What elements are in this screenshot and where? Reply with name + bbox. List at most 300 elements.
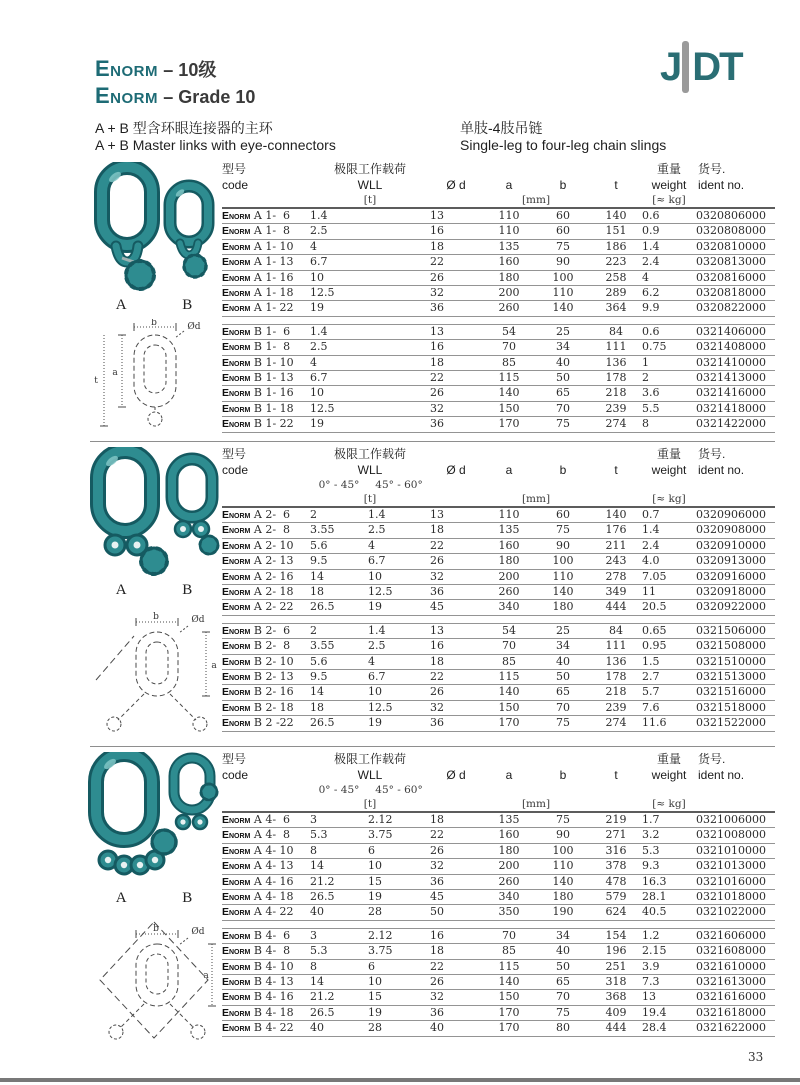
cell-ident-no: 0321613000: [696, 975, 766, 989]
table-row: [222, 585, 775, 600]
table-cell: [482, 161, 536, 177]
product-code: [222, 340, 310, 354]
cell-b: 65: [556, 386, 570, 400]
cell-ident-no: 0321416000: [696, 386, 766, 400]
unit-mm: [mm]: [521, 194, 551, 206]
cell-wll-0-45: 9.5: [310, 554, 328, 568]
cell-wll-0-45: 18: [310, 585, 324, 599]
brand-mark: Enorm: [222, 701, 251, 714]
col-wll-en: WLL: [357, 463, 383, 477]
cell-wll-45-60: 6.7: [368, 670, 386, 684]
heading-right-en: Single-leg to four-leg chain slings: [460, 137, 667, 153]
cell-a: 340: [498, 600, 520, 614]
cell-t: 196: [605, 944, 627, 958]
cell-t: 274: [605, 417, 627, 431]
cell-ident-no: 0320906000: [696, 508, 766, 521]
cell-a: 150: [498, 990, 520, 1004]
figure-label-a: A: [115, 890, 127, 906]
cell-wll-0-45: 26.5: [310, 716, 335, 730]
product-code: [222, 523, 310, 537]
cell-ident-no: 0320916000: [696, 569, 766, 583]
cell-diameter: 26: [430, 975, 444, 989]
cell-t: 111: [605, 639, 627, 653]
table-row: [222, 255, 775, 270]
cell-weight: 3.6: [642, 386, 660, 400]
cell-t: 271: [605, 828, 627, 842]
spec-table-four-leg: [222, 751, 775, 1037]
section-heading-left: [95, 120, 336, 154]
cell-b: 70: [556, 990, 570, 1004]
cell-diameter: 16: [430, 224, 444, 238]
cell-b: 75: [556, 813, 570, 826]
code-text: A 4- 6: [250, 813, 291, 826]
cell-wll: 1.4: [310, 209, 328, 222]
brand-mark: Enorm: [222, 524, 251, 537]
product-code: [222, 828, 310, 842]
product-code: [222, 508, 310, 522]
unit-kg: [≈ kg]: [652, 493, 686, 505]
cell-wll-0-45: 3.55: [310, 523, 335, 537]
table-cell: [482, 446, 536, 462]
cell-a: 170: [498, 1021, 520, 1035]
brand-mark: Enorm: [222, 287, 251, 300]
title-grade-en: – Grade 10: [163, 87, 256, 107]
table-row: [222, 325, 775, 340]
table-cell: [590, 492, 642, 506]
table-group-a: [222, 508, 775, 616]
cell-t: 140: [605, 508, 627, 521]
product-code: [222, 975, 310, 989]
cell-a: 140: [498, 975, 520, 989]
table-cell: [536, 446, 590, 462]
table-cell: [430, 797, 482, 811]
cell-diameter: 18: [430, 355, 444, 369]
cell-ident-no: 0321522000: [696, 716, 766, 730]
cell-b: 140: [552, 585, 574, 599]
col-weight-en: weight: [651, 768, 687, 782]
col-ident-zh: 货号.: [698, 752, 726, 766]
col-wll-zh: 极限工作载荷: [333, 752, 406, 766]
cell-diameter: 36: [430, 585, 444, 599]
cell-weight: 1: [642, 355, 649, 369]
table-row: [222, 844, 775, 859]
cell-t: 154: [605, 928, 627, 942]
brand-mark: Enorm: [222, 640, 251, 653]
cell-wll-45-60: 1.4: [368, 508, 386, 521]
header-row-units: [222, 797, 775, 811]
cell-wll: 4: [310, 239, 317, 253]
col-diameter: Ø d: [446, 178, 466, 192]
cell-wll-0-45: 21.2: [310, 990, 335, 1004]
cell-a: 340: [498, 890, 520, 904]
cell-b: 75: [556, 523, 570, 537]
col-code-en: code: [222, 768, 249, 782]
code-text: A 4- 18: [250, 890, 294, 904]
cell-b: 50: [556, 959, 570, 973]
table-cell: [536, 161, 590, 177]
cell-ident-no: 0321422000: [696, 417, 766, 431]
cell-a: 260: [498, 585, 520, 599]
col-angle-45-60: 45° - 60°: [375, 784, 423, 796]
cell-ident-no: 0321018000: [696, 890, 766, 904]
logo-letters-dt: DT: [692, 45, 742, 89]
cell-wll-45-60: 1.4: [368, 623, 386, 637]
dim-label-b: b: [153, 924, 159, 934]
figure-labels: [88, 890, 220, 908]
cell-a: 70: [502, 340, 516, 354]
cell-t: 378: [605, 859, 627, 873]
cell-a: 115: [498, 670, 520, 684]
code-text: A 2- 6: [250, 508, 291, 521]
brand-mark: Enorm: [222, 814, 251, 826]
product-photo-master-link-2: [88, 447, 220, 582]
cell-wll-0-45: 5.3: [310, 828, 328, 842]
cell-t: 218: [605, 685, 627, 699]
code-text: A 4- 16: [250, 874, 294, 888]
cell-ident-no: 0320816000: [696, 270, 766, 284]
code-text: B 4- 10: [250, 959, 294, 973]
cell-t: 444: [605, 1021, 627, 1035]
cell-wll-45-60: 2.5: [368, 639, 386, 653]
cell-weight: 9.3: [642, 859, 660, 873]
cell-weight: 0.75: [642, 340, 667, 354]
cell-a: 200: [498, 569, 520, 583]
cell-wll-0-45: 2: [310, 508, 317, 521]
cell-wll-45-60: 19: [368, 600, 382, 614]
product-code: [222, 624, 310, 638]
header-row-en: [222, 177, 775, 193]
table-row: [222, 655, 775, 670]
cell-ident-no: 0321508000: [696, 639, 766, 653]
cell-diameter: 13: [430, 209, 444, 222]
cell-wll-45-60: 10: [368, 859, 382, 873]
product-code: [222, 639, 310, 653]
brand-mark: Enorm: [222, 717, 251, 730]
brand-mark: Enorm: [222, 1006, 251, 1019]
table-header: [222, 751, 775, 813]
figure-label-a: A: [115, 297, 127, 313]
cell-weight: 2.4: [642, 538, 660, 552]
cell-ident-no: 0321408000: [696, 340, 766, 354]
cell-weight: 19.4: [642, 1005, 667, 1019]
cell-t: 349: [605, 585, 627, 599]
header-row-zh: [222, 751, 775, 767]
code-text: B 1- 18: [250, 401, 294, 415]
table-group-b: [222, 324, 775, 433]
brand-mark: Enorm: [222, 240, 251, 253]
table-row: [222, 286, 775, 301]
cell-weight: 1.4: [642, 523, 660, 537]
cell-b: 180: [552, 600, 574, 614]
cell-wll-0-45: 18: [310, 700, 324, 714]
table-cell: [222, 797, 310, 811]
cell-diameter: 36: [430, 716, 444, 730]
brand-mark: Enorm: [222, 356, 251, 369]
cell-b: 60: [556, 209, 570, 222]
cell-diameter: 32: [430, 569, 444, 583]
cell-t: 444: [605, 600, 627, 614]
cell-ident-no: 0321410000: [696, 355, 766, 369]
cell-wll-0-45: 14: [310, 975, 324, 989]
table-row: [222, 209, 775, 224]
brand-mark: Enorm: [222, 418, 251, 431]
cell-diameter: 22: [430, 371, 444, 385]
product-code: [222, 570, 310, 584]
cell-wll-45-60: 2.5: [368, 523, 386, 537]
cell-a: 160: [498, 255, 520, 269]
product-code: [222, 813, 310, 827]
cell-wll-45-60: 28: [368, 1021, 382, 1035]
code-text: A 4- 13: [250, 859, 294, 873]
cell-diameter: 32: [430, 401, 444, 415]
cell-weight: 0.7: [642, 508, 660, 521]
table-cell: [536, 751, 590, 767]
cell-wll: 1.4: [310, 324, 328, 338]
brand-mark: Enorm: [222, 624, 251, 637]
col-diameter: Ø d: [446, 768, 466, 782]
cell-a: 135: [498, 523, 520, 537]
dim-label-b: b: [153, 612, 159, 622]
cell-t: 624: [605, 905, 627, 919]
cell-wll-45-60: 10: [368, 569, 382, 583]
cell-ident-no: 0321510000: [696, 654, 766, 668]
cell-ident-no: 0320813000: [696, 255, 766, 269]
cell-ident-no: 0320810000: [696, 239, 766, 253]
cell-weight: 7.6: [642, 700, 660, 714]
dim-label-od: Ød: [191, 615, 205, 625]
cell-weight: 0.65: [642, 623, 667, 637]
table-row: [222, 685, 775, 700]
col-ident-zh: 货号.: [698, 447, 726, 461]
col-weight-en: weight: [651, 178, 687, 192]
cell-b: 180: [552, 890, 574, 904]
unit-tonnes: [t]: [363, 798, 377, 810]
cell-t: 243: [605, 554, 627, 568]
cell-weight: 7.05: [642, 569, 667, 583]
cell-b: 40: [556, 654, 570, 668]
cell-b: 100: [552, 554, 574, 568]
cell-b: 70: [556, 700, 570, 714]
cell-ident-no: 0320806000: [696, 209, 766, 222]
col-b: b: [559, 463, 567, 477]
cell-t: 409: [605, 1005, 627, 1019]
table-cell: [222, 478, 310, 492]
col-weight-zh: 重量: [656, 162, 681, 176]
jdt-logo: [660, 46, 742, 93]
cell-b: 75: [556, 1005, 570, 1019]
cell-t: 151: [605, 224, 627, 238]
code-text: B 2- 8: [250, 639, 291, 653]
product-code: [222, 890, 310, 904]
figure-single-leg: [88, 162, 220, 434]
cell-diameter: 36: [430, 301, 444, 315]
col-weight-zh: 重量: [656, 447, 681, 461]
spec-table-single-leg: [222, 161, 775, 433]
cell-ident-no: 0321606000: [696, 928, 766, 942]
product-photo-master-link-4: [88, 752, 220, 890]
product-code: [222, 875, 310, 889]
brand-mark: Enorm: [222, 829, 251, 842]
brand-mark: Enorm: [222, 271, 251, 284]
cell-a: 85: [502, 654, 516, 668]
product-code: [222, 271, 310, 285]
cell-b: 60: [556, 224, 570, 238]
cell-t: 258: [605, 270, 627, 284]
cell-ident-no: 0321413000: [696, 371, 766, 385]
cell-ident-no: 0321016000: [696, 874, 766, 888]
cell-wll-45-60: 12.5: [368, 700, 393, 714]
cell-ident-no: 0321418000: [696, 401, 766, 415]
table-cell: [590, 193, 642, 207]
cell-t: 84: [609, 324, 623, 338]
cell-b: 75: [556, 716, 570, 730]
cell-a: 54: [502, 324, 516, 338]
cell-b: 90: [556, 828, 570, 842]
cell-a: 150: [498, 401, 520, 415]
section-divider: [90, 441, 775, 442]
product-code: [222, 209, 310, 223]
brand-mark: Enorm: [222, 225, 251, 238]
code-text: B 2- 10: [250, 654, 294, 668]
cell-wll-0-45: 14: [310, 569, 324, 583]
table-cell: [482, 751, 536, 767]
col-b: b: [559, 178, 567, 192]
dim-label-a: a: [203, 971, 209, 981]
table-row: [222, 240, 775, 255]
dim-label-a: a: [211, 661, 217, 671]
cell-diameter: 16: [430, 639, 444, 653]
cell-a: 150: [498, 700, 520, 714]
cell-ident-no: 0320908000: [696, 523, 766, 537]
cell-t: 239: [605, 700, 627, 714]
title-grade-zh: – 10级: [163, 60, 217, 80]
cell-ident-no: 0321506000: [696, 623, 766, 637]
cell-b: 60: [556, 508, 570, 521]
header-row-zh: [222, 446, 775, 462]
cell-diameter: 18: [430, 523, 444, 537]
table-cell: [430, 161, 482, 177]
code-text: B 4- 22: [250, 1021, 294, 1035]
cell-wll-45-60: 6: [368, 959, 375, 973]
cell-diameter: 22: [430, 538, 444, 552]
brand-mark: Enorm: [222, 860, 251, 873]
header-row-units: [222, 492, 775, 506]
brand-mark: Enorm: [222, 325, 251, 338]
cell-a: 260: [498, 301, 520, 315]
code-text: A 1- 18: [250, 286, 294, 300]
cell-wll-0-45: 14: [310, 859, 324, 873]
cell-weight: 6.2: [642, 286, 660, 300]
table-row: [222, 624, 775, 639]
cell-diameter: 13: [430, 324, 444, 338]
product-code: [222, 301, 310, 315]
brand-mark: Enorm: [222, 341, 251, 354]
col-code-zh: 型号: [222, 752, 247, 766]
cell-a: 200: [498, 286, 520, 300]
cell-diameter: 36: [430, 1005, 444, 1019]
cell-t: 278: [605, 569, 627, 583]
cell-t: 211: [605, 538, 627, 552]
code-text: A 2- 13: [250, 554, 294, 568]
product-code: [222, 371, 310, 385]
cell-wll: 2.5: [310, 340, 328, 354]
brand-mark: Enorm: [222, 891, 251, 904]
cell-weight: 11.6: [642, 716, 667, 730]
cell-diameter: 32: [430, 990, 444, 1004]
cell-a: 160: [498, 538, 520, 552]
code-text: B 1- 16: [250, 386, 294, 400]
product-code: [222, 224, 310, 238]
col-wll-zh: 极限工作载荷: [333, 447, 406, 461]
cell-diameter: 45: [430, 890, 444, 904]
cell-b: 100: [552, 843, 574, 857]
col-ident-zh: 货号.: [698, 162, 726, 176]
brand-mark: Enorm: [222, 844, 251, 857]
cell-ident-no: 0320922000: [696, 600, 766, 614]
cell-wll-45-60: 6.7: [368, 554, 386, 568]
cell-a: 350: [498, 905, 520, 919]
brand-mark: Enorm: [222, 402, 251, 415]
product-code: [222, 325, 310, 339]
cell-a: 180: [498, 270, 520, 284]
brand-mark: Enorm: [222, 555, 251, 568]
brand-mark: Enorm: [222, 655, 251, 668]
product-code: [222, 716, 310, 730]
col-ident-en: ident no.: [698, 463, 745, 477]
header-row-en: [222, 767, 775, 783]
col-a: a: [505, 178, 513, 192]
cell-wll-0-45: 40: [310, 1021, 324, 1035]
table-row: [222, 975, 775, 990]
col-angle-45-60: 45° - 60°: [375, 479, 423, 491]
col-ident-en: ident no.: [698, 768, 745, 782]
cell-weight: 2.7: [642, 670, 660, 684]
cell-b: 40: [556, 944, 570, 958]
cell-a: 110: [498, 224, 520, 238]
cell-b: 65: [556, 975, 570, 989]
product-code: [222, 539, 310, 553]
col-angle-0-45: 0° - 45°: [318, 784, 360, 796]
table-cell: [590, 161, 642, 177]
cell-wll-45-60: 28: [368, 905, 382, 919]
table-row: [222, 944, 775, 959]
table-row: [222, 371, 775, 386]
product-code: [222, 929, 310, 943]
cell-wll-0-45: 8: [310, 959, 317, 973]
dim-label-a: a: [112, 368, 118, 378]
cell-t: 289: [605, 286, 627, 300]
cell-t: 316: [605, 843, 627, 857]
brand-mark: Enorm: [222, 570, 251, 583]
cell-b: 25: [556, 324, 570, 338]
product-code: [222, 585, 310, 599]
product-code: [222, 685, 310, 699]
unit-mm: [mm]: [521, 493, 551, 505]
cell-weight: 4: [642, 270, 649, 284]
brand-mark: Enorm: [222, 601, 251, 614]
cell-wll-0-45: 2: [310, 623, 317, 637]
heading-left-zh: A + B 型含环眼连接器的主环: [95, 120, 273, 136]
cell-diameter: 26: [430, 843, 444, 857]
product-code: [222, 386, 310, 400]
cell-wll-45-60: 19: [368, 890, 382, 904]
cell-wll: 10: [310, 270, 324, 284]
page-number: 33: [748, 1050, 764, 1064]
col-t: t: [614, 768, 618, 782]
table-header: [222, 446, 775, 508]
cell-t: 84: [609, 623, 623, 637]
cell-weight: 13: [642, 990, 656, 1004]
